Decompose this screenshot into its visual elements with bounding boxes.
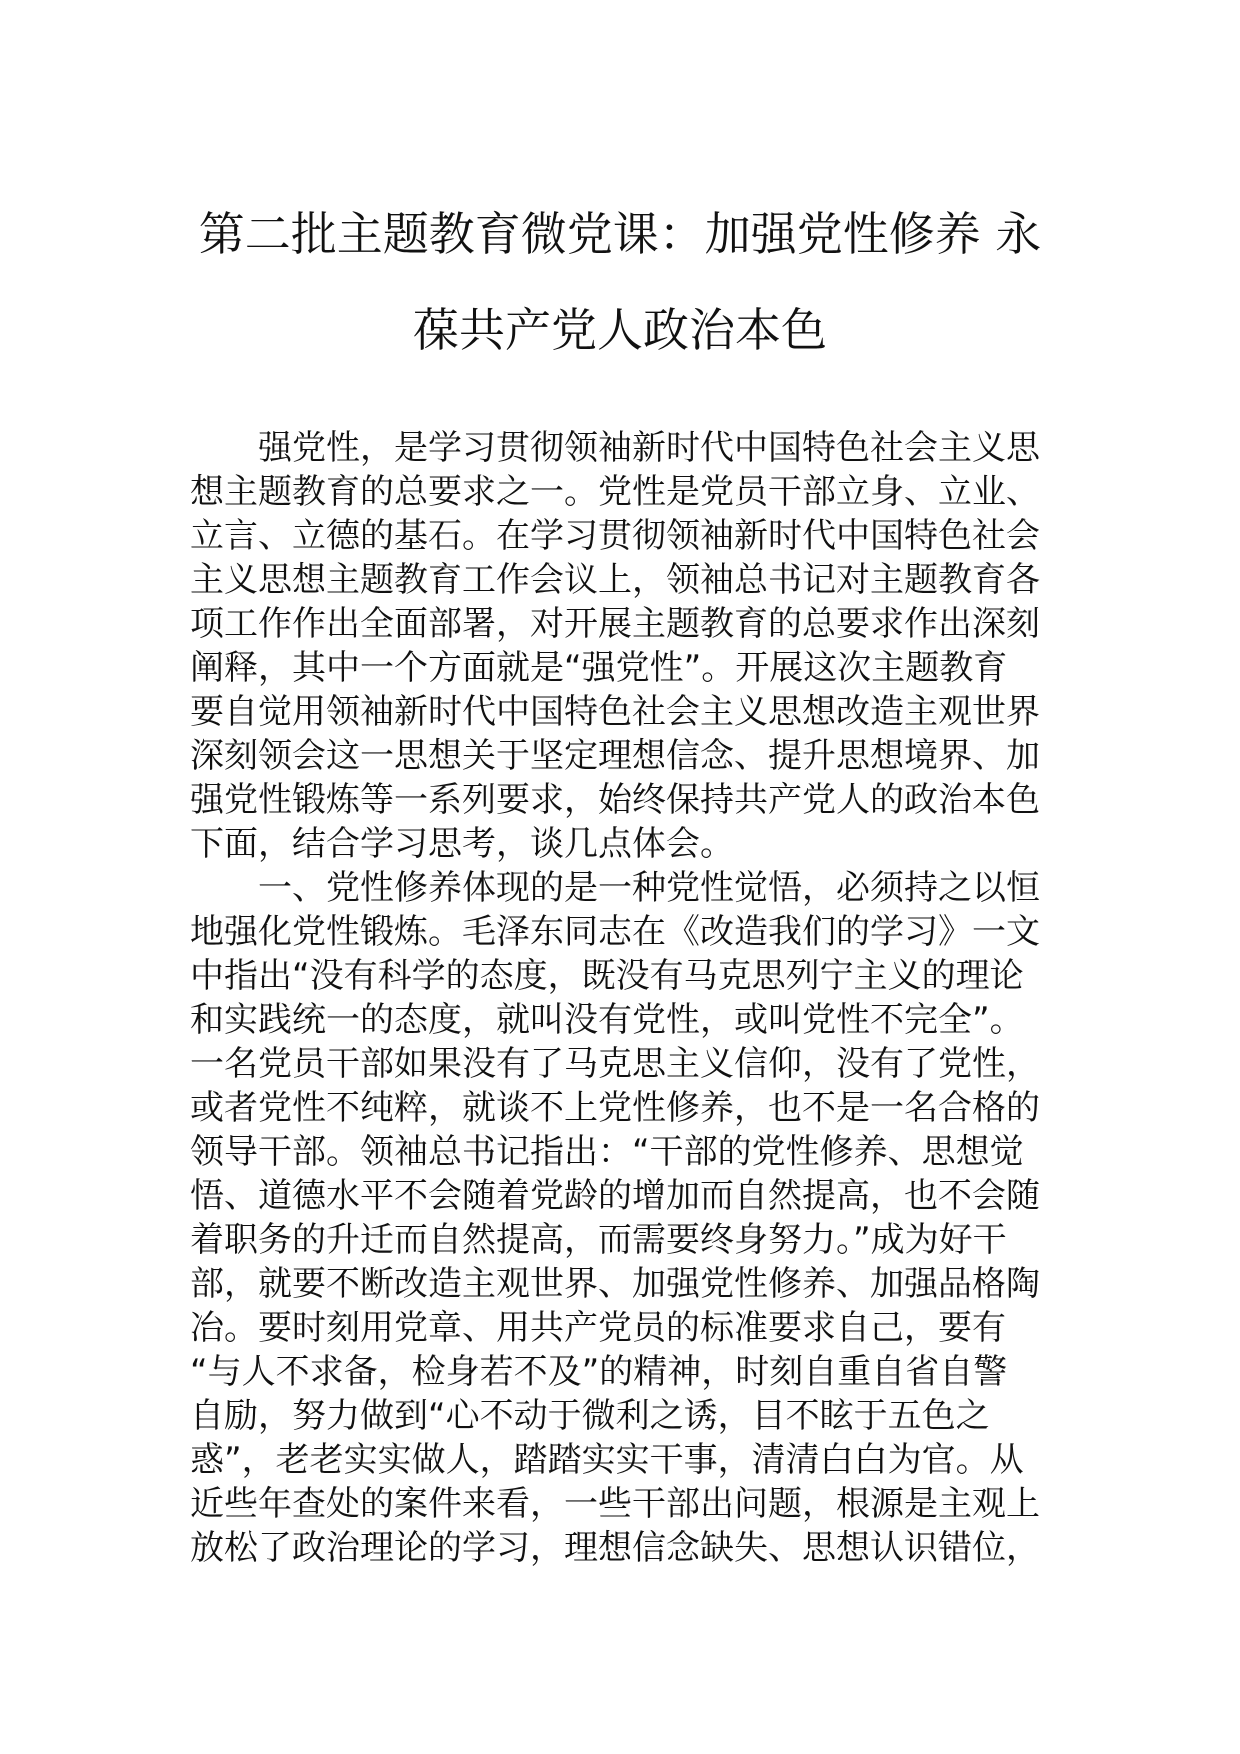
paragraph-line: 想主题教育的总要求之一。党性是党员干部立身、立业、 — [190, 472, 1040, 512]
paragraph-line: 深刻领会这一思想关于坚定理想信念、提升思想境界、加 — [190, 736, 1040, 776]
paragraph-line: 领导干部。领袖总书记指出：“干部的党性修养、思想觉 — [190, 1132, 1024, 1172]
paragraph-1 — [190, 426, 1060, 866]
paragraph-line: 悟、道德水平不会随着党龄的增加而自然提高，也不会随 — [190, 1176, 1040, 1216]
paragraph-line: 强党性锻炼等一系列要求，始终保持共产党人的政治本色 — [190, 780, 1040, 820]
paragraph-line: 下面，结合学习思考，谈几点体会。 — [190, 824, 734, 864]
document-title — [180, 186, 1060, 378]
paragraph-line: 中指出“没有科学的态度，既没有马克思列宁主义的理论 — [190, 956, 1024, 996]
paragraph-line: 要自觉用领袖新时代中国特色社会主义思想改造主观世界 — [190, 692, 1040, 732]
paragraph-line: 强党性，是学习贯彻领袖新时代中国特色社会主义思 — [258, 428, 1040, 468]
paragraph-line: “与人不求备，检身若不及”的精神，时刻自重自省自警 — [190, 1352, 1008, 1392]
title-line-2: 葆共产党人政治本色 — [413, 303, 827, 357]
paragraph-line: 着职务的升迁而自然提高，而需要终身努力。”成为好干 — [190, 1220, 1007, 1260]
paragraph-line: 冶。要时刻用党章、用共产党员的标准要求自己，要有 — [190, 1308, 1006, 1348]
paragraph-2 — [190, 866, 1060, 1570]
paragraph-line: 一名党员干部如果没有了马克思主义信仰，没有了党性， — [190, 1044, 1040, 1084]
paragraph-line: 一、党性修养体现的是一种党性觉悟，必须持之以恒 — [258, 868, 1040, 908]
paragraph-line: 近些年查处的案件来看，一些干部出问题，根源是主观上 — [190, 1484, 1040, 1524]
paragraph-line: 和实践统一的态度，就叫没有党性，或叫党性不完全”。 — [190, 1000, 1024, 1040]
paragraph-line: 或者党性不纯粹，就谈不上党性修养，也不是一名合格的 — [190, 1088, 1040, 1128]
paragraph-line: 项工作作出全面部署，对开展主题教育的总要求作出深刻 — [190, 604, 1040, 644]
paragraph-line: 阐释，其中一个方面就是“强党性”。开展这次主题教育 — [190, 648, 1008, 688]
paragraph-line: 自励，努力做到“心不动于微利之诱，目不眩于五色之 — [190, 1396, 990, 1436]
paragraph-line: 地强化党性锻炼。毛泽东同志在《改造我们的学习》一文 — [190, 912, 1040, 952]
paragraph-line: 惑”，老老实实做人，踏踏实实干事，清清白白为官。从 — [190, 1440, 1024, 1480]
paragraph-line: 立言、立德的基石。在学习贯彻领袖新时代中国特色社会 — [190, 516, 1040, 556]
title-line-1: 第二批主题教育微党课：加强党性修养 永 — [198, 207, 1042, 261]
paragraph-line: 放松了政治理论的学习，理想信念缺失、思想认识错位， — [190, 1528, 1040, 1568]
paragraph-line: 主义思想主题教育工作会议上，领袖总书记对主题教育各 — [190, 560, 1040, 600]
paragraph-line: 部，就要不断改造主观世界、加强党性修养、加强品格陶 — [190, 1264, 1040, 1304]
document-body — [190, 426, 1060, 1570]
